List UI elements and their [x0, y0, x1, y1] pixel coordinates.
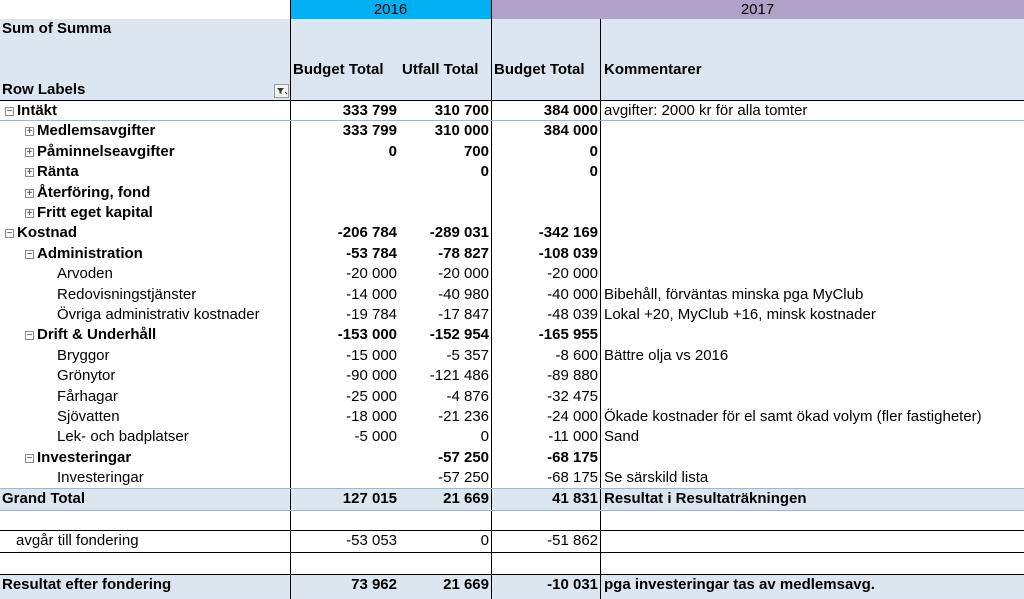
row-label[interactable]: Återföring, fond — [37, 184, 151, 201]
utfall-2016-cell: -57 250 — [438, 469, 489, 486]
budget-2016-cell: -20 000 — [346, 265, 397, 282]
header-bottom-line — [0, 100, 1024, 101]
grand-total-budget-2017: 41 831 — [552, 490, 598, 507]
row-labels-header: Row Labels — [2, 81, 86, 98]
year-2017-label: 2017 — [740, 1, 775, 18]
row-label[interactable]: Intäkt — [17, 102, 58, 119]
utfall-2016-cell: -17 847 — [438, 306, 489, 323]
budget-2017-cell: -108 039 — [538, 245, 598, 262]
sum-of-summa-label: Sum of Summa — [2, 20, 112, 37]
row-label: Övriga administrativ kostnader — [57, 306, 260, 323]
budget-2017-cell: -20 000 — [547, 265, 598, 282]
row-label[interactable]: Ränta — [37, 163, 79, 180]
utfall-2016-cell: -40 980 — [438, 286, 489, 303]
comment-cell: Bättre olja vs 2016 — [604, 347, 729, 364]
row-label: Grönytor — [57, 367, 116, 384]
budget-2017-cell: -68 175 — [547, 449, 598, 466]
row-label[interactable]: Medlemsavgifter — [37, 122, 156, 139]
utfall-2016-cell: 0 — [480, 163, 489, 180]
fondering-budget-2017: -51 862 — [547, 532, 598, 549]
resultat-utfall-2016: 21 669 — [443, 576, 489, 593]
utfall-2016-cell: -121 486 — [429, 367, 489, 384]
budget-2017-cell: -11 000 — [548, 428, 598, 445]
budget-2017-cell: -89 880 — [547, 367, 598, 384]
row-label: Sjövatten — [57, 408, 120, 425]
row-labels-filter-button[interactable] — [274, 84, 289, 98]
budget-2017-cell: 0 — [589, 143, 598, 160]
utfall-2016-cell: -57 250 — [438, 449, 489, 466]
grand-total-comment: Resultat i Resultaträkningen — [604, 490, 807, 507]
col-header-budget-2016: Budget Total — [293, 61, 384, 78]
budget-2017-cell: 384 000 — [543, 122, 598, 139]
budget-2016-cell: -53 784 — [346, 245, 397, 262]
comment-cell: Bibehåll, förväntas minska pga MyClub — [604, 286, 864, 303]
col-header-budget-2017: Budget Total — [494, 61, 585, 78]
budget-2016-cell: -153 000 — [337, 326, 397, 343]
fondering-label: avgår till fondering — [16, 532, 139, 549]
utfall-2016-cell: -20 000 — [438, 265, 489, 282]
utfall-2016-cell: 700 — [463, 143, 489, 160]
fondering-top-line — [0, 530, 1024, 531]
intakt-bottom-line — [0, 120, 1024, 121]
utfall-2016-cell: 0 — [480, 428, 489, 445]
budget-2016-cell: -14 000 — [346, 286, 397, 303]
row-label: Redovisningstjänster — [57, 286, 197, 303]
budget-2016-cell: 0 — [388, 143, 397, 160]
grand-total-budget-2016: 127 015 — [342, 490, 397, 507]
resultat-label: Resultat efter fondering — [2, 576, 172, 593]
budget-2016-cell: -18 000 — [346, 408, 397, 425]
budget-2016-cell: -19 784 — [346, 306, 397, 323]
collapse-toggle-icon[interactable]: − — [26, 249, 33, 260]
utfall-2016-cell: 310 700 — [434, 102, 489, 119]
row-label: Bryggor — [57, 347, 110, 364]
comment-cell: Sand — [604, 428, 640, 445]
row-label[interactable]: Investeringar — [37, 449, 132, 466]
row-label[interactable]: Fritt eget kapital — [37, 204, 153, 221]
utfall-2016-cell: -78 827 — [438, 245, 489, 262]
fondering-utfall-2016: 0 — [480, 532, 489, 549]
budget-2016-cell: 333 799 — [342, 102, 397, 119]
budget-2017-cell: -40 000 — [547, 286, 598, 303]
resultat-budget-2017: -10 031 — [547, 576, 598, 593]
budget-2017-cell: -165 955 — [538, 326, 598, 343]
utfall-2016-cell: -21 236 — [438, 408, 489, 425]
year-2016-label: 2016 — [373, 1, 408, 18]
budget-2016-cell: -25 000 — [346, 388, 397, 405]
grand-total-top-line — [0, 488, 1024, 489]
expand-toggle-icon[interactable]: + — [26, 167, 33, 178]
utfall-2016-cell: 310 000 — [434, 122, 489, 139]
budget-2017-cell: -8 600 — [555, 347, 598, 364]
resultat-budget-2016: 73 962 — [351, 576, 397, 593]
budget-2016-cell: -206 784 — [337, 224, 397, 241]
comment-cell: Se särskild lista — [604, 469, 709, 486]
row-label: Arvoden — [57, 265, 113, 282]
grand-total-utfall-2016: 21 669 — [443, 490, 489, 507]
comment-cell: Ökade kostnader för el samt ökad volym (fler fastigheter) — [604, 408, 982, 425]
comment-cell: Lokal +20, MyClub +16, minsk kostnader — [604, 306, 876, 323]
collapse-toggle-icon[interactable]: − — [6, 228, 13, 239]
budget-2017-cell: -48 039 — [547, 306, 598, 323]
col-header-kommentarer: Kommentarer — [604, 61, 702, 78]
fondering-budget-2016: -53 053 — [346, 532, 397, 549]
filter-icon — [275, 85, 288, 97]
expand-toggle-icon[interactable]: + — [26, 208, 33, 219]
utfall-2016-cell: -4 876 — [446, 388, 489, 405]
budget-2017-cell: -24 000 — [547, 408, 598, 425]
row-label[interactable]: Administration — [37, 245, 143, 262]
expand-toggle-icon[interactable]: + — [26, 188, 33, 199]
utfall-2016-cell: -289 031 — [429, 224, 489, 241]
col-header-utfall-2016: Utfall Total — [402, 61, 479, 78]
collapse-toggle-icon[interactable]: − — [6, 106, 13, 117]
grand-total-bottom-line — [0, 510, 1024, 511]
budget-2016-cell: -15 000 — [346, 347, 397, 364]
budget-2016-cell: -5 000 — [354, 428, 397, 445]
row-label: Fårhagar — [57, 388, 118, 405]
row-label[interactable]: Kostnad — [17, 224, 77, 241]
budget-2016-cell: -90 000 — [346, 367, 397, 384]
fondering-bottom-line — [0, 552, 1024, 553]
resultat-top-line — [0, 574, 1024, 575]
grand-total-label: Grand Total — [2, 490, 86, 507]
budget-2017-cell: -32 475 — [547, 388, 598, 405]
utfall-2016-cell: -152 954 — [429, 326, 489, 343]
row-label[interactable]: Påminnelseavgifter — [37, 143, 175, 160]
budget-2017-cell: -342 169 — [538, 224, 598, 241]
budget-2017-cell: 0 — [589, 163, 598, 180]
expand-toggle-icon[interactable]: + — [26, 126, 33, 137]
comment-cell: avgifter: 2000 kr för alla tomter — [604, 102, 808, 119]
budget-2017-cell: 384 000 — [543, 102, 598, 119]
row-label[interactable]: Drift & Underhåll — [37, 326, 157, 343]
budget-2016-cell: 333 799 — [342, 122, 397, 139]
collapse-toggle-icon[interactable]: − — [26, 330, 33, 341]
budget-2017-cell: -68 175 — [547, 469, 598, 486]
row-label: Lek- och badplatser — [57, 428, 189, 445]
collapse-toggle-icon[interactable]: − — [26, 453, 33, 464]
expand-toggle-icon[interactable]: + — [26, 147, 33, 158]
resultat-comment: pga investeringar tas av medlemsavg. — [604, 576, 875, 593]
row-label: Investeringar — [57, 469, 144, 486]
col-divider-3 — [600, 19, 601, 599]
utfall-2016-cell: -5 357 — [446, 347, 489, 364]
